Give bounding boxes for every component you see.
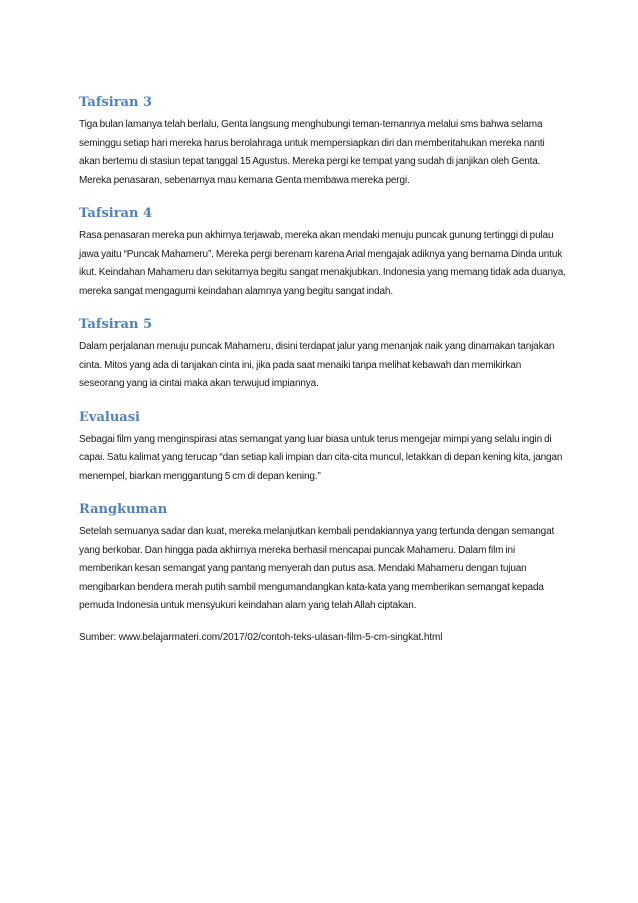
source-citation: Sumber: www.belajarmateri.com/2017/02/contoh-teks-ulasan-film-5-cm-singkat.html — [79, 631, 443, 643]
section-spacer — [79, 190, 567, 206]
section-heading: Tafsiran 4 — [79, 206, 152, 221]
section-spacer — [79, 394, 567, 410]
section-evaluasi — [79, 410, 567, 487]
section-rangkuman — [79, 502, 567, 616]
section-paragraph: Rasa penasaran mereka pun akhirnya terjawab, mereka akan mendaki menuju puncak gunung tertinggi di pulau jawa yaitu “Puncak Mahameru”. Mereka pergi berenam karena Arial mengajak adiknya yang bernama Dinda untuk ikut. Keindahan Mahameru dan sekitarnya begitu sangat menakjubkan. Indonesia yang memang tidak ada duanya, mereka sangat mengagumi keindahan alamnya yang begitu sangat indah. — [79, 230, 566, 297]
section-spacer — [79, 486, 567, 502]
section-tafsiran-3 — [79, 95, 567, 190]
section-paragraph: Dalam perjalanan menuju puncak Mahameru, disini terdapat jalur yang menanjak naik yang dinamakan tanjakan cinta. Mitos yang ada di tanjakan cinta ini, jika pada saat menaiki tanpa melihat kebawah dan memikirkan seseorang yang ia cintai maka akan terwujud impiannya. — [79, 341, 555, 389]
section-heading: Evaluasi — [79, 409, 140, 425]
section-tafsiran-4 — [79, 206, 567, 301]
section-paragraph: Tiga bulan lamanya telah berlalu, Genta langsung menghubungi teman-temannya melalui sms bahwa selama seminggu setiap hari mereka harus berolahraga untuk mempersiapkan diri dan memberitahukan mereka nanti akan bertemu di stasiun tepat tanggal 15 Agustus. Mereka pergi ke tempat yang sudah di janjikan oleh Genta. Mereka penasaran, sebenarnya mau kemana Genta membawa mereka pergi. — [79, 119, 545, 186]
section-paragraph: Sebagai film yang menginspirasi atas semangat yang luar biasa untuk terus mengejar mimpi yang selalu ingin di capai. Satu kalimat yang terucap “dan setiap kali impian dan cita-cita muncul, letakkan di depan kening kita, jangan menempel, biarkan menggantung 5 cm di depan kening.” — [79, 433, 563, 482]
section-heading: Tafsiran 3 — [79, 95, 152, 110]
section-spacer — [79, 616, 567, 629]
section-heading: Rangkuman — [79, 502, 168, 517]
section-tafsiran-5 — [79, 317, 567, 394]
document-body — [79, 95, 567, 647]
section-heading: Tafsiran 5 — [79, 317, 152, 332]
section-spacer — [79, 301, 567, 317]
section-paragraph: Setelah semuanya sadar dan kuat, mereka melanjutkan kembali pendakiannya yang tertunda dengan semangat yang berkobar. Dan hingga pada akhirnya mereka berhasil mencapai puncak Mahameru. Dalam film ini memberikan kesan semangat yang pantang menyerah dan putus asa. Mendaki Mahameru dengan tujuan mengibarkan bendera merah putih sambil mengumandangkan kata-kata yang memberikan semangat kepada pemuda Indonesia untuk mensyukuri keindahan alam yang telah Allah ciptakan. — [79, 526, 555, 611]
